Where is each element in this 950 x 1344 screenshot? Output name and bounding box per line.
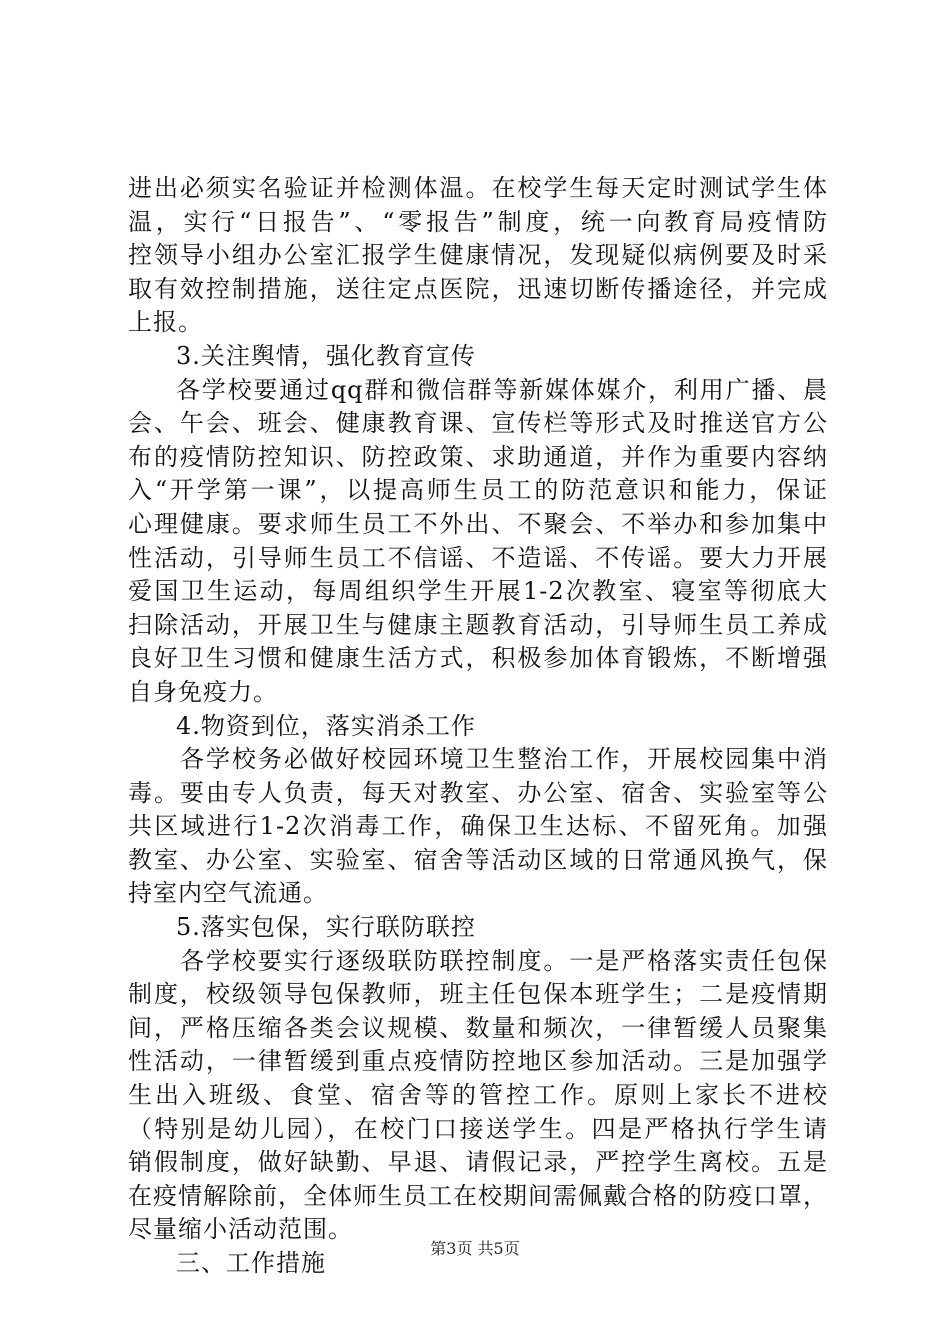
page-footer: 第3页 共5页 xyxy=(430,1239,520,1258)
body-line: （特别是幼儿园），在校门口接送学生。四是严格执行学生请 xyxy=(128,1114,828,1143)
paragraph-first-line: 各学校务必做好校园环境卫生整治工作，开展校园集中消 xyxy=(180,745,828,774)
body-line: 持室内空气流通。 xyxy=(128,879,328,908)
body-line: 制度，校级领导包保教师，班主任包保本班学生；二是疫情期 xyxy=(128,980,828,1009)
body-line: 进出必须实名验证并检测体温。在校学生每天定时测试学生体 xyxy=(128,174,828,202)
body-line: 在疫情解除前，全体师生员工在校期间需佩戴合格的防疫口罩， xyxy=(128,1181,828,1210)
body-line: 毒。要由专人负责，每天对教室、办公室、宿舍、实验室等公 xyxy=(128,778,828,807)
body-line: 温，实行“日报告”、“零报告”制度，统一向教育局疫情防 xyxy=(128,207,828,236)
document-body xyxy=(128,172,828,1281)
section-heading: 4.物资到位，落实消杀工作 xyxy=(176,711,476,740)
body-line: 控领导小组办公室汇报学生健康情况，发现疑似病例要及时采 xyxy=(128,241,828,270)
body-line: 入“开学第一课”，以提高师生员工的防范意识和能力，保证 xyxy=(128,476,828,505)
body-line: 性活动，一律暂缓到重点疫情防控地区参加活动。三是加强学 xyxy=(128,1047,828,1076)
body-line: 心理健康。要求师生员工不外出、不聚会、不举办和参加集中 xyxy=(128,509,828,538)
body-line: 销假制度，做好缺勤、早退、请假记录，严控学生离校。五是 xyxy=(128,1148,828,1177)
body-line: 上报。 xyxy=(128,308,203,337)
paragraph-first-line: 各学校要实行逐级联防联控制度。一是严格落实责任包保 xyxy=(180,946,828,975)
body-line: 共区域进行1-2次消毒工作，确保卫生达标、不留死角。加强 xyxy=(128,812,828,841)
body-line: 教室、办公室、实验室、宿舍等活动区域的日常通风换气，保 xyxy=(128,845,828,874)
body-line: 自身免疫力。 xyxy=(128,677,278,706)
body-line: 扫除活动，开展卫生与健康主题教育活动，引导师生员工养成 xyxy=(128,610,828,639)
section-heading: 3.关注舆情，强化教育宣传 xyxy=(176,341,476,370)
body-line: 布的疫情防控知识、防控政策、求助通道，并作为重要内容纳 xyxy=(128,442,828,471)
section-heading: 5.落实包保，实行联防联控 xyxy=(176,913,476,942)
body-line: 性活动，引导师生员工不信谣、不造谣、不传谣。要大力开展 xyxy=(128,543,828,572)
body-line: 爱国卫生运动，每周组织学生开展1-2次教室、寝室等彻底大 xyxy=(128,577,828,606)
body-line: 间，严格压缩各类会议规模、数量和频次，一律暂缓人员聚集 xyxy=(128,1013,828,1042)
body-line: 取有效控制措施，送往定点医院，迅速切断传播途径，并完成 xyxy=(128,274,828,303)
body-line: 尽量缩小活动范围。 xyxy=(128,1215,353,1244)
paragraph-first-line: 各学校要通过qq群和微信群等新媒体媒介，利用广播、晨 xyxy=(176,375,828,404)
section-heading: 三、工作措施 xyxy=(176,1249,326,1277)
body-line: 生出入班级、食堂、宿舍等的管控工作。原则上家长不进校 xyxy=(128,1081,828,1110)
body-line: 会、午会、班会、健康教育课、宣传栏等形式及时推送官方公 xyxy=(128,409,828,438)
body-line: 良好卫生习惯和健康生活方式，积极参加体育锻炼，不断增强 xyxy=(128,644,828,673)
